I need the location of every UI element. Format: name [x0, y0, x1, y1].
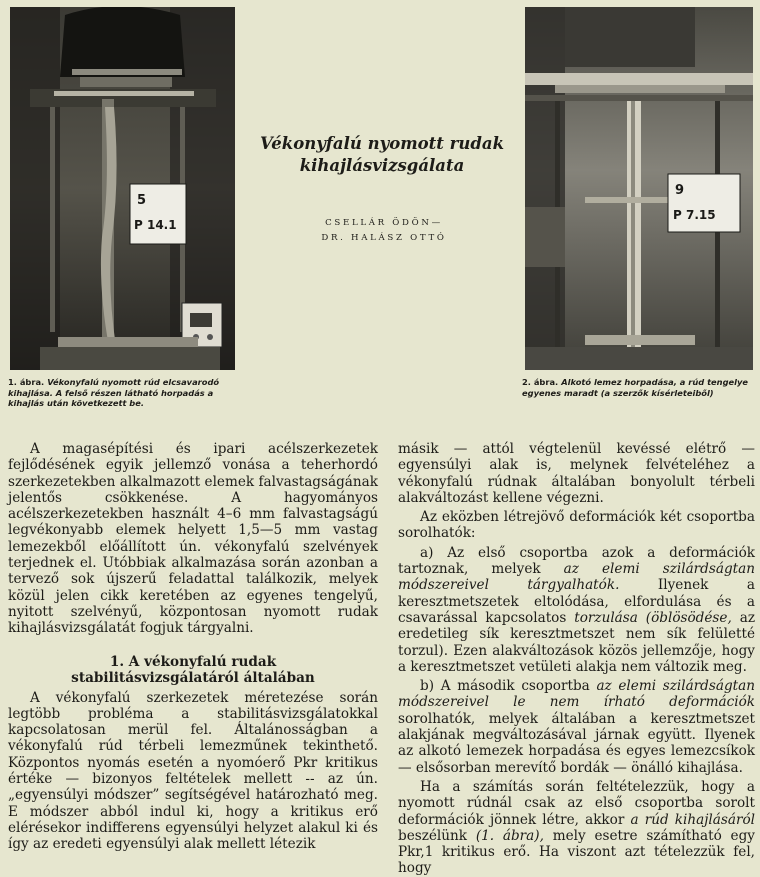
author-1: CSELLÁR ÖDÖN— — [325, 218, 443, 228]
group-b-paragraph — [398, 678, 755, 776]
last-emphasis-1: a rúd kihajlásáról — [630, 811, 755, 828]
group-a-text-1: a) Az első csoportba azok a deformációk tartoznak, melyek — [398, 544, 755, 578]
continuation-paragraph: másik — attól végtelenül kevéssé elétrő — egyensúlyi alak is, melynek felvételéhez a vékonyfalú rúdnak általában bonyolult térbeli alakváltozást kellene végezni. — [398, 441, 755, 506]
section-heading-line-1: 1. A vékonyfalú rudak — [109, 653, 277, 670]
specimen-sign-2 — [668, 174, 740, 232]
specimen-sign-1-number: 5 — [137, 193, 147, 208]
article-authors — [255, 216, 513, 246]
figure-2-caption-number: 2. ábra. — [522, 377, 559, 387]
specimen-sign-1 — [130, 184, 186, 244]
specimen-sign-1-load: P 14.1 — [134, 218, 177, 232]
last-text-2: beszélünk — [398, 827, 476, 844]
group-a-text-3: az eredetileg sík keresztmetszet nem sík felületté torzul). Ezen alakváltozások közös jellemzője, hogy a keresztmetszet vetületi alakja nem változik meg. — [398, 609, 755, 675]
left-column — [8, 441, 378, 853]
group-b-text-2: sorolhatók, melyek általában a keresztmetszet alakjának megváltozásával járnak együtt. Ilyenek az alkotó lemezek horpadása és egyes lemezcsíkok — elsősorban merevítő bordák — önálló kihajlása. — [398, 710, 755, 776]
group-a-text-2: Ilyenek a keresztmetszetek eltolódása, elfordulása és a csavarással kapcsolatos — [398, 577, 755, 626]
last-text-3: mely esetre számítható egy Pkr,1 kritikus erő. Ha viszont azt tételezzük fel, hogy — [398, 827, 755, 877]
group-b-emphasis: az elemi szilárdságtan módszereivel le nem írható deformációk — [398, 678, 755, 711]
figure-1-caption — [8, 377, 240, 409]
author-2: DR. HALÁSZ OTTÓ — [321, 233, 447, 243]
specimen-sign-2-load: P 7.15 — [673, 208, 716, 222]
last-emphasis-2: (1. ábra), — [475, 827, 544, 844]
figure-1-caption-text: Vékonyfalú nyomott rúd elcsavarodó kihajlása. A felső részen látható horpadás a kihajlás után következett be. — [8, 377, 220, 409]
right-column — [398, 441, 755, 877]
article-title-line-2: kihajlásvizsgálata — [299, 156, 465, 175]
last-text-1: Ha a számítás során feltételezzük, hogy a nyomott rúdnál csak az első csoportba sorolt deformációk jönnek létre, akkor — [398, 778, 755, 828]
figure-2-photo — [525, 7, 753, 370]
intro-paragraph: A magasépítési és ipari acélszerkezetek fejlődésének egyik jellemző vonása a teherhordó szerkezetekben alkalmazott elemek falvastagságának jelentős csökkenése. A hagyományos acélszerkezetekben használt 4–6 mm falvastagságú legvékonyabb elemek helyett 1,5—5 mm vastag lemezekből előállított ún. vékonyfalú szelvények terjednek el. Utóbbiak alkalmazása során azonban a tervező sok újszerű feladattal találkozik, melyek közül jelen cikk keretében az egyenes tengelyű, nyitott szelvényű, központosan nyomott rudak kihajlásvizsgálatát fogjuk tárgyalni. — [8, 441, 378, 637]
specimen-sign-2-number: 9 — [675, 183, 685, 198]
article-title — [248, 133, 516, 177]
figure-1-photo — [10, 7, 235, 370]
group-a-paragraph — [398, 545, 755, 675]
section-heading-line-2: stabilitásvizsgálatáról általában — [71, 669, 315, 686]
figure-1-caption-number: 1. ábra. — [8, 377, 45, 387]
groups-intro-paragraph: Az eközben létrejövő deformációk két csoportba sorolhatók: — [398, 509, 755, 542]
group-a-emphasis-2: torzulása (öblösödése, — [574, 609, 732, 626]
article-title-line-1: Vékonyfalú nyomott rudak — [260, 134, 504, 153]
figure-2-caption-text: Alkotó lemez horpadása, a rúd tengelye egyenes maradt (a szerzők kísérleteiből) — [522, 377, 749, 398]
section-paragraph: A vékonyfalú szerkezetek méretezése során legtöbb probléma a stabilitásvizsgálatokkal kapcsolatosan merül fel. Általánosságban a vékonyfalú rúd térbeli lemezműnek tekinthető. Központos nyomás esetén a nyomóerő Pkr kritikus értéke — bizonyos feltételek mellett -- az ún. „egyensúlyi módszer” segítségével határozható meg. E módszer abból indul ki, hogy a kritikus erő elérésekor indifferens egyensúlyi helyzet alakul ki és így az eredeti egyensúlyi alak mellett létezik — [8, 689, 378, 853]
group-b-text-1: b) A második csoportba — [420, 678, 597, 695]
figure-2-caption — [522, 377, 756, 398]
section-heading — [8, 654, 378, 686]
last-paragraph — [398, 779, 755, 877]
group-a-emphasis-1: az elemi szilárdságtan módszereivel tárgyalhatók. — [398, 561, 755, 594]
